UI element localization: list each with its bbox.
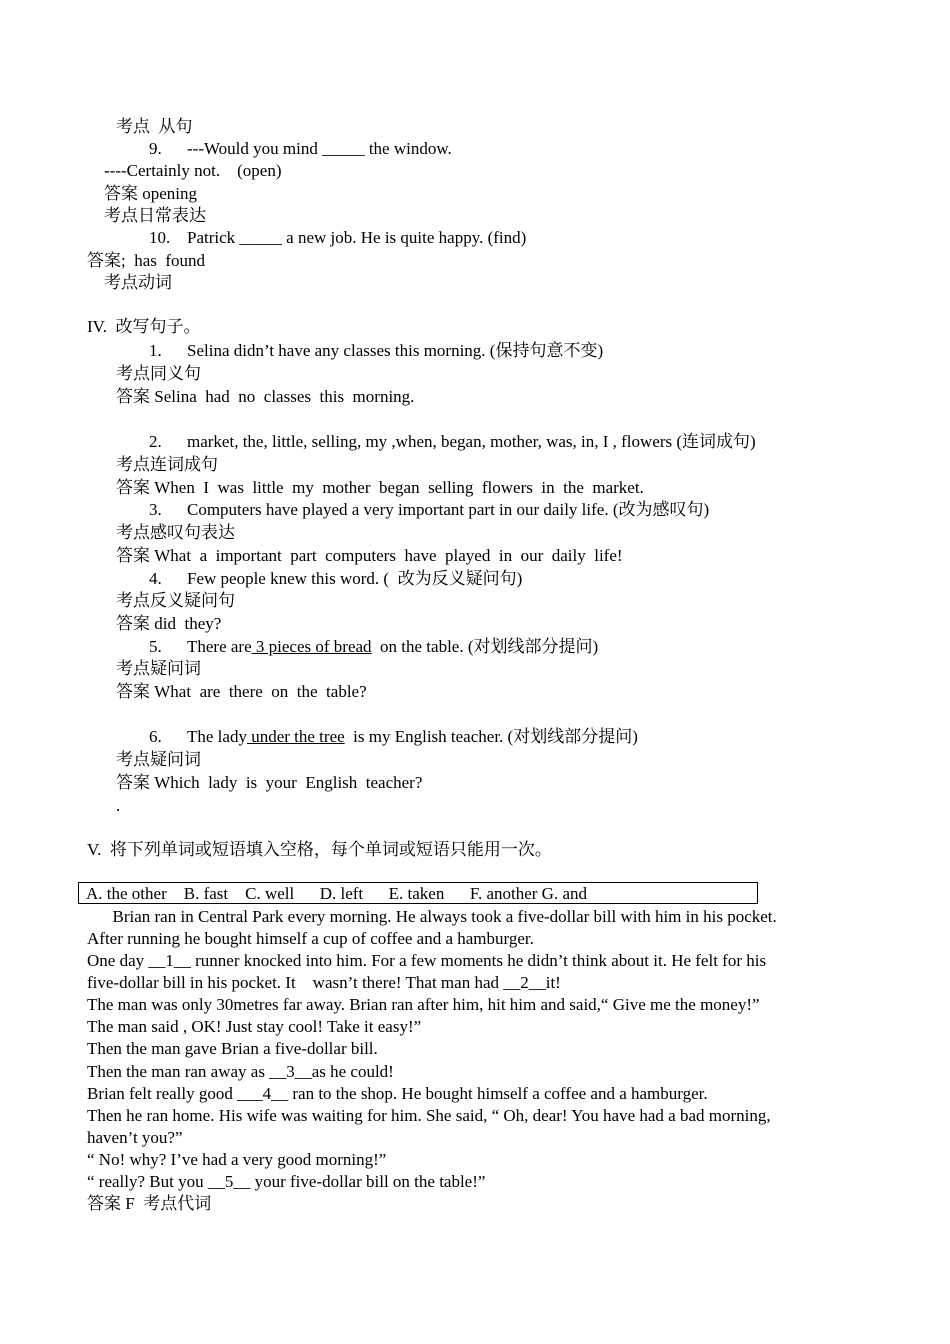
q10-answer: 答案; has found — [87, 251, 206, 270]
iv-item-question: Computers have played a very important part in our daily life. (改为感叹句) — [187, 500, 710, 519]
iv-item-question: Selina didn’t have any classes this morning. (保持句意不变) — [187, 341, 604, 360]
kaodian-clause: 考点 从句 — [116, 117, 193, 136]
iv-item-number: 3. — [149, 500, 162, 519]
passage-line: Then the man ran away as __3__as he could! — [87, 1062, 394, 1081]
q10-number: 10. — [149, 228, 171, 247]
question-text-tail: on the table. (对划线部分提问) — [371, 637, 599, 656]
underlined-phrase: 3 pieces of bread — [251, 637, 372, 656]
passage-line: The man was only 30metres far away. Brian ran after him, hit him and said,“ Give me the money!” — [87, 995, 760, 1014]
iv-item-answer: 答案 What are there on the table? — [116, 682, 367, 701]
iv-item-answer: 答案 When I was little my mother began selling flowers in the market. — [116, 478, 644, 497]
section-iv-heading: IV. 改写句子。 — [87, 317, 201, 336]
iv-item-number: 1. — [149, 341, 162, 360]
iv-item-number: 2. — [149, 432, 162, 451]
passage-line: The man said , OK! Just stay cool! Take it easy!” — [87, 1017, 422, 1036]
iv-item-answer: 答案 Selina had no classes this morning. — [116, 387, 415, 406]
section-v-answer: 答案 F 考点代词 — [87, 1194, 212, 1213]
iv-item-kaodian: 考点连词成句 — [116, 455, 218, 474]
iv-item-number: 5. — [149, 637, 162, 656]
iv-item-question — [187, 726, 638, 748]
iv-item-kaodian: 考点疑问词 — [116, 750, 201, 769]
q9-number: 9. — [149, 139, 162, 158]
iv-item-kaodian: 考点疑问词 — [116, 659, 201, 678]
passage-line: Brian felt really good ___4__ ran to the shop. He bought himself a coffee and a hamburger. — [87, 1084, 708, 1103]
iv-item-answer: 答案 Which lady is your English teacher? — [116, 773, 423, 792]
passage-line: One day __1__ runner knocked into him. For a few moments he didn’t think about it. He felt for his — [87, 951, 767, 970]
passage-line: “ No! why? I’ve had a very good morning!” — [87, 1150, 387, 1169]
iv-item-number: 4. — [149, 569, 162, 588]
iv-item-question: market, the, little, selling, my ,when, began, mother, was, in, I , flowers (连词成句) — [187, 432, 756, 451]
q9-answer: 答案 opening — [104, 184, 198, 203]
passage-line: Then he ran home. His wife was waiting for him. She said, “ Oh, dear! You have had a bad morning, — [87, 1106, 771, 1125]
passage-line: five-dollar bill in his pocket. It wasn’t there! That man had __2__it! — [87, 973, 561, 992]
question-text: There are — [187, 637, 252, 656]
iv-item-question — [187, 636, 598, 658]
q9-reply: ----Certainly not. (open) — [104, 161, 282, 180]
passage-line: After running he bought himself a cup of coffee and a hamburger. — [87, 929, 534, 948]
iv-item-answer: 答案 did they? — [116, 614, 222, 633]
question-text: The lady — [187, 727, 247, 746]
iv-item-kaodian: 考点同义句 — [116, 364, 201, 383]
word-options: A. the other B. fast C. well D. left E. taken F. another G. and — [86, 884, 587, 903]
stray-dot: . — [116, 796, 121, 815]
section-v-heading: V. 将下列单词或短语填入空格，每个单词或短语只能用一次。 — [87, 840, 552, 859]
iv-item-kaodian: 考点感叹句表达 — [116, 523, 235, 542]
question-text-tail: is my English teacher. (对划线部分提问) — [344, 727, 638, 746]
passage-line: Brian ran in Central Park every morning. He always took a five-dollar bill with him in his pocket. — [87, 907, 777, 926]
iv-item-answer: 答案 What a important part computers have played in our daily life! — [116, 546, 623, 565]
q9-question: ---Would you mind _____ the window. — [187, 139, 452, 158]
underlined-phrase: under the tree — [246, 727, 345, 746]
q10-kaodian: 考点动词 — [104, 273, 172, 292]
iv-item-number: 6. — [149, 727, 162, 746]
q9-kaodian: 考点日常表达 — [104, 206, 206, 225]
q10-question: Patrick _____ a new job. He is quite happy. (find) — [187, 228, 527, 247]
iv-item-question: Few people knew this word. ( 改为反义疑问句) — [187, 569, 523, 588]
passage-line: “ really? But you __5__ your five-dollar bill on the table!” — [87, 1172, 486, 1191]
iv-item-kaodian: 考点反义疑问句 — [116, 591, 235, 610]
passage-line: Then the man gave Brian a five-dollar bill. — [87, 1039, 378, 1058]
passage-line: haven’t you?” — [87, 1128, 183, 1147]
